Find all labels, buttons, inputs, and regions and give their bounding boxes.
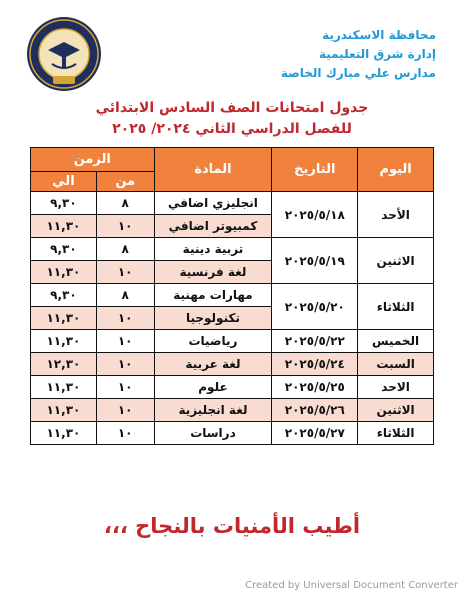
day-cell: الأحد: [358, 192, 434, 238]
subject-cell: تكنولوجيا: [154, 307, 272, 330]
time-from-cell: ٨: [96, 284, 154, 307]
time-from-cell: ١٠: [96, 353, 154, 376]
table-row: [31, 284, 434, 307]
subject-cell: دراسات: [154, 422, 272, 445]
day-cell: السبت: [358, 353, 434, 376]
day-cell: الاثنين: [358, 238, 434, 284]
date-cell: ٢٠٢٥/٥/٢٥: [272, 376, 358, 399]
header-day: اليوم: [358, 148, 434, 192]
date-cell: ٢٠٢٥/٥/٢٢: [272, 330, 358, 353]
date-cell: ٢٠٢٥/٥/٢٤: [272, 353, 358, 376]
date-cell: ٢٠٢٥/٥/٢٧: [272, 422, 358, 445]
school-name: مدارس علي مبارك الخاصة: [280, 66, 436, 80]
subject-cell: كمبيوتر اضافي: [154, 215, 272, 238]
subject-cell: علوم: [154, 376, 272, 399]
date-cell: ٢٠٢٥/٥/٢٠: [272, 284, 358, 330]
day-cell: الخميس: [358, 330, 434, 353]
subject-cell: مهارات مهنية: [154, 284, 272, 307]
day-cell: الاثنين: [358, 399, 434, 422]
converter-watermark: Created by Universal Document Converter: [245, 580, 458, 591]
header-time: الزمن: [31, 148, 155, 172]
time-from-cell: ١٠: [96, 422, 154, 445]
time-to-cell: ١١,٣٠: [31, 215, 97, 238]
subject-cell: تربية دينية: [154, 238, 272, 261]
closing-wish: أطيب الأمنيات بالنجاح ،،،: [103, 514, 361, 538]
header-subject: المادة: [154, 148, 272, 192]
table-row: [31, 330, 434, 353]
date-cell: ٢٠٢٥/٥/٢٦: [272, 399, 358, 422]
subject-cell: لغة عربية: [154, 353, 272, 376]
school-header: [176, 26, 436, 83]
day-cell: الثلاثاء: [358, 422, 434, 445]
time-to-cell: ١١,٣٠: [31, 261, 97, 284]
header-to: الي: [31, 172, 97, 192]
table-row: [31, 238, 434, 261]
time-to-cell: ١١,٣٠: [31, 422, 97, 445]
table-row: [31, 192, 434, 215]
governorate-name: محافظة الاسكندرية: [322, 28, 436, 42]
time-to-cell: ١١,٣٠: [31, 376, 97, 399]
time-to-cell: ١١,٣٠: [31, 399, 97, 422]
exam-schedule-table: [30, 147, 434, 445]
table-row: [31, 422, 434, 445]
school-logo: [26, 16, 102, 92]
day-cell: الثلاثاء: [358, 284, 434, 330]
time-from-cell: ١٠: [96, 215, 154, 238]
table-row: [31, 399, 434, 422]
time-to-cell: ٩,٣٠: [31, 238, 97, 261]
time-from-cell: ١٠: [96, 376, 154, 399]
time-to-cell: ١١,٣٠: [31, 330, 97, 353]
subject-cell: لغة انجليزية: [154, 399, 272, 422]
time-from-cell: ٨: [96, 192, 154, 215]
subject-cell: رياضيات: [154, 330, 272, 353]
time-to-cell: ٩,٣٠: [31, 192, 97, 215]
page-subtitle: للفصل الدراسي الثاني ٢٠٢٤/ ٢٠٢٥: [112, 121, 352, 137]
time-from-cell: ١٠: [96, 261, 154, 284]
page-title: جدول امتحانات الصف السادس الابتدائي: [95, 100, 369, 116]
time-to-cell: ٩,٣٠: [31, 284, 97, 307]
time-from-cell: ٨: [96, 238, 154, 261]
table-row: [31, 376, 434, 399]
date-cell: ٢٠٢٥/٥/١٩: [272, 238, 358, 284]
subject-cell: انجليزي اضافي: [154, 192, 272, 215]
header-from: من: [96, 172, 154, 192]
day-cell: الاحد: [358, 376, 434, 399]
subject-cell: لغة فرنسية: [154, 261, 272, 284]
table-row: [31, 353, 434, 376]
directorate-name: إدارة شرق التعليمية: [318, 47, 436, 61]
time-from-cell: ١٠: [96, 307, 154, 330]
date-cell: ٢٠٢٥/٥/١٨: [272, 192, 358, 238]
time-to-cell: ١١,٣٠: [31, 307, 97, 330]
time-from-cell: ١٠: [96, 399, 154, 422]
time-from-cell: ١٠: [96, 330, 154, 353]
header-date: التاريخ: [272, 148, 358, 192]
time-to-cell: ١٢,٣٠: [31, 353, 97, 376]
